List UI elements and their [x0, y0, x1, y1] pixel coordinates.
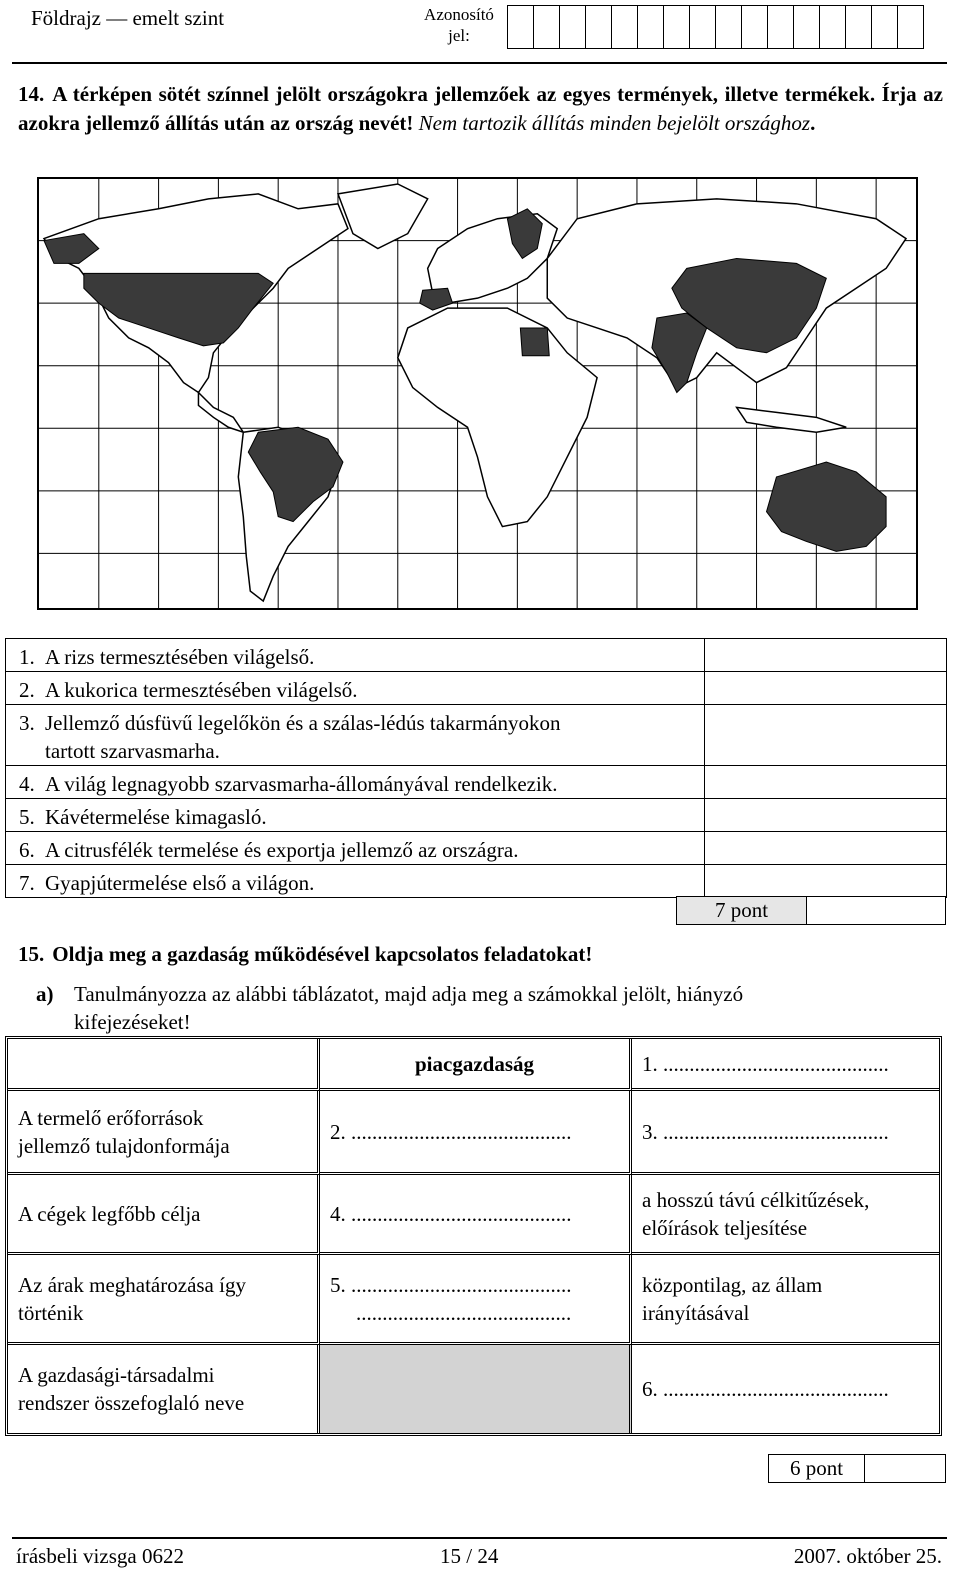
- map-usa: [84, 273, 273, 345]
- id-box[interactable]: [611, 5, 638, 49]
- table-row: [8, 1091, 939, 1175]
- answer-blank-6[interactable]: 6. ...........................................: [642, 1377, 889, 1401]
- answer-blank-1[interactable]: 1. ...........................................: [632, 1039, 939, 1091]
- table-row: [8, 1175, 939, 1255]
- answer-cell[interactable]: [705, 766, 947, 799]
- id-box[interactable]: [507, 5, 534, 49]
- id-box[interactable]: [871, 5, 898, 49]
- table-cell: [8, 1039, 320, 1091]
- table-row: [8, 1345, 939, 1433]
- table-row: [6, 672, 947, 705]
- table-cell: A termelő erőforrások jellemző tulajdonformája: [8, 1091, 320, 1175]
- points-label: 6 pont: [769, 1455, 865, 1482]
- statement-cell: 4. A világ legnagyobb szarvasmarha-állományával rendelkezik.: [6, 766, 705, 799]
- world-map: [37, 177, 918, 610]
- table-cell: A cégek legfőbb célja: [8, 1175, 320, 1255]
- header-title: Földrajz — emelt szint: [31, 6, 225, 30]
- table-cell: Az árak meghatározása így történik: [8, 1255, 320, 1345]
- id-box[interactable]: [819, 5, 846, 49]
- table-row: [6, 799, 947, 832]
- footer-date: 2007. október 25.: [793, 1544, 942, 1568]
- statement-cell: 5. Kávétermelése kimagasló.: [6, 799, 705, 832]
- answer-blank-5[interactable]: 5. .......................................... .........................................: [320, 1255, 632, 1345]
- id-box[interactable]: [533, 5, 560, 49]
- statement-cell: 7. Gyapjútermelése első a világon.: [6, 865, 705, 898]
- id-box[interactable]: [585, 5, 612, 49]
- id-box[interactable]: [845, 5, 872, 49]
- footer-page-number: 15 / 24: [440, 1544, 499, 1568]
- answer-cell[interactable]: [705, 705, 947, 766]
- answer-cell[interactable]: [705, 832, 947, 865]
- id-box[interactable]: [637, 5, 664, 49]
- shaded-cell: [320, 1345, 632, 1433]
- table-row: [8, 1255, 939, 1345]
- answer-blank-2[interactable]: 2. ..........................................: [320, 1091, 632, 1175]
- answer-cell[interactable]: [705, 639, 947, 672]
- table-cell: a hosszú távú célkitűzések, előírások teljesítése: [632, 1175, 939, 1255]
- statement-cell: 2. A kukorica termesztésében világelső.: [6, 672, 705, 705]
- question-15a-prompt: a) Tanulmányozza az alábbi táblázatot, majd adja meg a számokkal jelölt, hiányzó kifejezéseket!: [36, 982, 744, 1034]
- prompt-bold: A térképen sötét színnel jelölt országokra jellemzőek az egyes termények, illetve termékek. Írja az azokra jellemző állítás után az ország nevét!: [18, 82, 943, 135]
- id-box[interactable]: [767, 5, 794, 49]
- table-row: [6, 832, 947, 865]
- id-box[interactable]: [897, 5, 924, 49]
- points-label: 7 pont: [677, 897, 807, 924]
- header-rule: [12, 62, 947, 64]
- economy-table: [5, 1036, 942, 1436]
- answer-cell[interactable]: [705, 672, 947, 705]
- id-box[interactable]: [663, 5, 690, 49]
- points-box-q15: [768, 1454, 946, 1483]
- id-box[interactable]: [559, 5, 586, 49]
- statement-cell: 1. A rizs termesztésében világelső.: [6, 639, 705, 672]
- id-box[interactable]: [715, 5, 742, 49]
- table-cell: A gazdasági-társadalmi rendszer összefoglaló neve: [8, 1345, 320, 1433]
- table-row: [6, 639, 947, 672]
- id-box[interactable]: [689, 5, 716, 49]
- table-row: [8, 1039, 939, 1091]
- table-cell: központilag, az állam irányításával: [632, 1255, 939, 1345]
- world-map-svg: [39, 179, 916, 608]
- statements-table: [5, 638, 947, 898]
- id-box[interactable]: [741, 5, 768, 49]
- footer-exam-code: írásbeli vizsga 0622: [16, 1544, 184, 1568]
- table-row: [6, 865, 947, 898]
- question-number: 14.: [18, 82, 45, 106]
- id-label: Azonosító jel:: [424, 5, 494, 45]
- id-box[interactable]: [793, 5, 820, 49]
- question-15-title: 15. Oldja meg a gazdaság működésével kapcsolatos feladatokat!: [18, 942, 593, 966]
- table-header: piacgazdaság: [320, 1039, 632, 1091]
- statement-cell: 6. A citrusfélék termelése és exportja jellemző az országra.: [6, 832, 705, 865]
- statement-cell: 3. Jellemző dúsfüvű legelőkön és a szálas-lédús takarmányokon tartott szarvasmarha.: [6, 705, 705, 766]
- question-14-prompt: 14. A térképen sötét színnel jelölt országokra jellemzőek az egyes termények, illetve termékek. Írja az azokra jellemző állítás után az ország nevét! Nem tartozik állítás minden bejelölt országhoz.: [18, 82, 943, 135]
- id-boxes: [507, 5, 923, 49]
- points-box-q14: [676, 896, 946, 925]
- table-row: [6, 705, 947, 766]
- answer-blank-4[interactable]: 4. ..........................................: [320, 1175, 632, 1255]
- table-row: [6, 766, 947, 799]
- footer-rule: [12, 1537, 947, 1539]
- answer-cell[interactable]: [705, 799, 947, 832]
- answer-cell[interactable]: [705, 865, 947, 898]
- prompt-italic: Nem tartozik állítás minden bejelölt országhoz: [418, 111, 811, 135]
- answer-blank-3[interactable]: 3. ...........................................: [632, 1091, 939, 1175]
